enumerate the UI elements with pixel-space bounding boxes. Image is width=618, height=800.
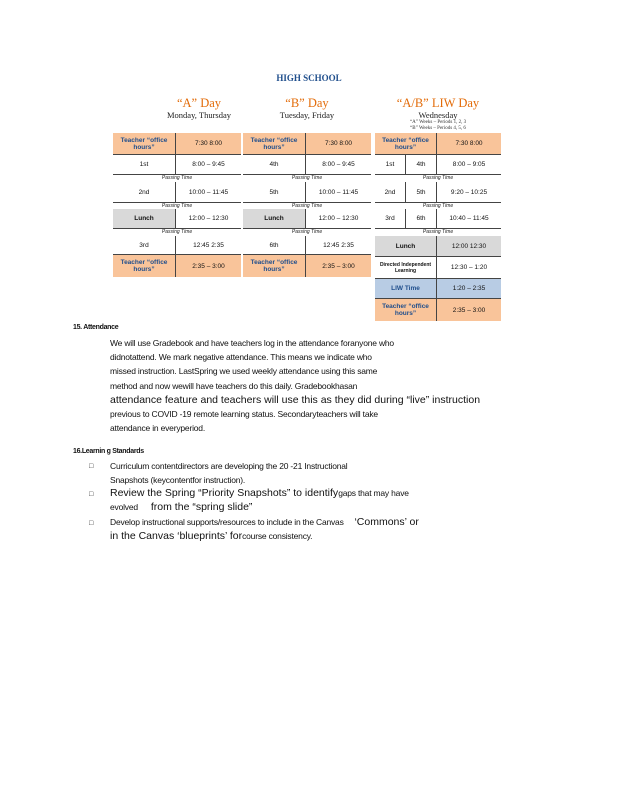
schedule-row: [113, 255, 241, 277]
passing-time: Passing Time: [161, 203, 193, 209]
text-line: previous to COVID -19 remote learning status. Secondaryteachers will take: [110, 409, 378, 420]
a-day-title: “A” Day: [176, 96, 222, 110]
row-time: 10:00 – 11:45: [318, 188, 359, 196]
row-label: 3rd: [113, 236, 176, 254]
row-label: Teacher “office hours”: [243, 255, 306, 277]
row-label-b-week: 5th: [406, 182, 437, 202]
row-label: 4th: [243, 155, 306, 174]
liw-day-note-a: “A” Weeks – Periods 1, 2, 3: [409, 120, 467, 125]
row-time: 1:20 – 2:35: [437, 279, 501, 298]
passing-time: Passing Time: [291, 203, 323, 209]
attendance-heading: 15. Attendance: [73, 324, 119, 331]
row-time: 2:35 – 3:00: [437, 299, 501, 321]
row-label-a-week: 1st: [375, 155, 406, 174]
text-span: gaps that may have: [338, 488, 409, 498]
b-day-title: “B” Day: [285, 96, 329, 110]
text-line: We will use Gradebook and have teachers log in the attendance foranyone who: [110, 338, 394, 348]
schedule-row: [113, 236, 241, 255]
row-time: 9:20 – 10:25: [450, 188, 488, 196]
text-span: ‘Commons’ or: [354, 516, 419, 528]
row-label: Teacher “office hours”: [375, 299, 437, 321]
schedule-row: [113, 182, 241, 203]
attendance-paragraph: [110, 336, 530, 435]
schedule-row: [243, 182, 371, 203]
row-time: 2:35 – 3:00: [176, 255, 241, 277]
row-label-b-week: 6th: [406, 209, 437, 228]
schedule-row: [375, 182, 501, 203]
passing-time: Passing Time: [422, 229, 454, 235]
schedule-row: [243, 236, 371, 255]
b-day-sub: Tuesday, Friday: [279, 110, 335, 120]
row-time: 10:00 – 11:45: [188, 188, 229, 196]
row-time: 2:35 – 3:00: [306, 255, 371, 277]
row-label: Lunch: [243, 209, 306, 228]
liw-day-header: [368, 96, 508, 132]
schedule-row: [243, 133, 371, 155]
text-span: Review the Spring “Priority Snapshots” to identify: [110, 487, 339, 499]
text-span: in the Canvas ‘blueprints’ for: [110, 529, 243, 542]
passing-time: Passing Time: [422, 203, 454, 209]
row-time: 12:30 – 1:20: [450, 264, 488, 271]
row-label: Teacher “office hours”: [243, 133, 306, 154]
bullet-item: [110, 516, 540, 543]
row-label: 1st: [113, 155, 176, 174]
schedule-row: [375, 155, 501, 175]
row-time: 7:30 8:00: [437, 133, 501, 154]
bullet-item: [110, 460, 530, 487]
learning-standards-heading: 16.Learnin g Standards: [73, 448, 144, 455]
schedule-row: [375, 236, 501, 257]
passing-time: Passing Time: [161, 229, 193, 235]
text-line: method and now wewill have teachers do this daily. Gradebookhasan: [110, 380, 358, 391]
row-label: Teacher “office hours”: [375, 133, 437, 154]
schedule-row: [243, 155, 371, 175]
row-time: 12:00 12:30: [437, 236, 501, 256]
text-span: evolved: [110, 501, 138, 512]
schedule-row: [243, 209, 371, 229]
row-label-a-week: 3rd: [375, 209, 406, 228]
passing-time: Passing Time: [161, 175, 193, 181]
row-label: 6th: [243, 236, 306, 254]
row-time: 7:30 8:00: [306, 133, 371, 154]
row-label: Lunch: [113, 209, 176, 228]
row-time: 7:30 8:00: [176, 133, 241, 154]
row-label: Teacher “office hours”: [113, 133, 176, 154]
text-line: Curriculum contentdirectors are developing the 20 -21 Instructional: [110, 461, 348, 471]
bullet-icon: □: [89, 520, 94, 527]
schedule-row: [375, 209, 501, 229]
row-label: 2nd: [113, 182, 176, 202]
schedule-row: [375, 257, 501, 279]
schedule-row: [375, 133, 501, 155]
schedule-row: [375, 279, 501, 299]
row-time: 12:00 – 12:30: [318, 215, 359, 222]
row-time: 12:00 – 12:30: [188, 215, 229, 222]
schedule-row: [113, 209, 241, 229]
text-span: Develop instructional supports/resources to include in the Canvas: [110, 517, 344, 527]
text-line: didnotattend. We mark negative attendance. This means we indicate who: [110, 352, 372, 363]
row-label-a-week: 2nd: [375, 182, 406, 202]
row-time: 8:00 – 9:05: [452, 161, 486, 168]
row-label: LIW Time: [375, 279, 437, 298]
schedule-row: [243, 255, 371, 277]
text-span: from the “spring slide”: [150, 500, 253, 513]
passing-time: Passing Time: [422, 175, 454, 181]
row-label: Lunch: [375, 236, 437, 256]
schedule-row: [113, 133, 241, 155]
row-time: 10:40 – 11:45: [449, 215, 489, 222]
row-label: 5th: [243, 182, 306, 202]
row-time: 8:00 – 9:45: [192, 161, 225, 168]
bullet-icon: □: [89, 491, 94, 498]
text-line: attendance in everyperiod.: [110, 423, 205, 434]
row-time: 8:00 – 9:45: [322, 161, 355, 168]
b-day-header: [237, 96, 377, 120]
liw-day-title: “A/B” LIW Day: [396, 96, 480, 110]
passing-time: Passing Time: [291, 175, 323, 181]
text-span: course consistency.: [242, 530, 313, 541]
row-time: 12:45 2:35: [193, 241, 224, 249]
liw-day-sub: Wednesday: [418, 110, 458, 120]
text-line: Snapshots (keycontentfor instruction).: [110, 474, 246, 485]
a-day-sub: Monday, Thursday: [167, 110, 231, 120]
schedule-row: [113, 155, 241, 175]
page-title: HIGH SCHOOL: [276, 73, 342, 83]
schedule-row: [375, 299, 501, 321]
row-label: Directed Independent Learning: [375, 257, 437, 278]
text-line: missed instruction. LastSpring we used weekly attendance using this same: [110, 366, 378, 377]
bullet-icon: □: [89, 463, 94, 470]
row-label: Teacher “office hours”: [113, 255, 176, 277]
text-line: attendance feature and teachers will use this as they did during “live” instruction: [110, 393, 481, 406]
passing-time: Passing Time: [291, 229, 323, 235]
bullet-item: [110, 487, 530, 514]
row-time: 12:45 2:35: [323, 241, 354, 249]
row-label-b-week: 4th: [406, 155, 437, 174]
liw-day-note-b: “B” Weeks – Periods 4, 5, 6: [410, 126, 466, 131]
